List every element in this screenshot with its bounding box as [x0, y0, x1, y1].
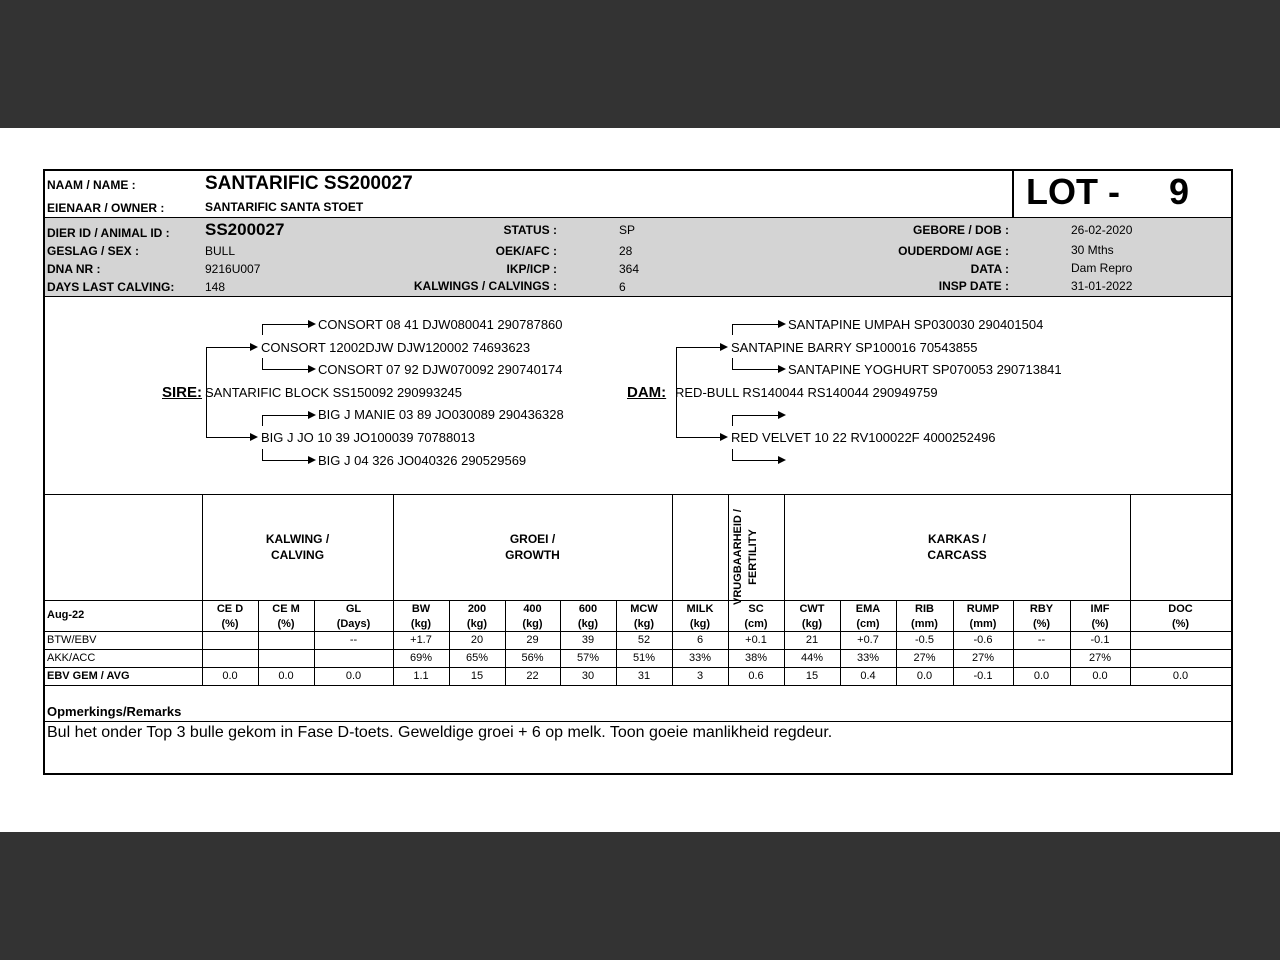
arrow-icon	[308, 456, 316, 464]
animal-id-value: SS200027	[205, 220, 285, 239]
dam-sire-sire: SANTAPINE UMPAH SP030030 290401504	[788, 317, 1044, 332]
afc-value: 28	[619, 244, 633, 258]
table-cell: 69%	[409, 652, 433, 664]
arrow-icon	[778, 411, 786, 419]
group-growth: GROEI / GROWTH	[505, 532, 560, 562]
status-value: SP	[619, 223, 636, 237]
column-header: MILK (kg)	[686, 603, 714, 630]
group-calving: KALWING / CALVING	[265, 532, 330, 562]
column-header: RIB (mm)	[911, 603, 938, 630]
dob-label: GEBORE / DOB :	[912, 223, 1009, 237]
sex-label: GESLAG / SEX :	[47, 244, 140, 258]
table-cell: 33%	[856, 652, 880, 664]
column-header: DOC (%)	[1168, 603, 1193, 630]
table-cell: +0.7	[857, 634, 879, 646]
table-cell: --	[349, 634, 358, 646]
table-cell: 3	[696, 670, 704, 682]
dam-sire-dam: SANTAPINE YOGHURT SP070053 290713841	[788, 362, 1062, 377]
arrow-icon	[720, 343, 728, 351]
sire-label: SIRE:	[162, 384, 203, 401]
arrow-icon	[720, 433, 728, 441]
table-cell: 65%	[465, 652, 489, 664]
arrow-icon	[778, 320, 786, 328]
table-cell: 1.1	[413, 670, 429, 682]
details-band	[45, 217, 1231, 297]
lot-number: 9	[1169, 171, 1190, 212]
sire-dam: BIG J JO 10 39 JO100039 70788013	[261, 430, 475, 445]
arrow-icon	[308, 320, 316, 328]
table-cell: --	[1037, 634, 1046, 646]
column-header: CE D (%)	[216, 603, 244, 630]
arrow-icon	[778, 365, 786, 373]
lot-card	[43, 169, 1233, 775]
table-cell: 0.0	[222, 670, 238, 682]
row-label: AKK/ACC	[47, 652, 96, 664]
table-cell: -0.6	[973, 634, 993, 646]
remarks-label: Opmerkings/Remarks	[47, 704, 182, 719]
column-header: EMA (cm)	[855, 603, 881, 630]
owner-name: SANTARIFIC SANTA STOET	[205, 200, 364, 214]
status-label: STATUS :	[503, 223, 557, 237]
insp-label: INSP DATE :	[938, 279, 1009, 293]
column-header: RBY (%)	[1029, 603, 1054, 630]
days-calving-label: DAYS LAST CALVING:	[47, 280, 175, 294]
table-cell: 57%	[576, 652, 600, 664]
column-header: 600 (kg)	[577, 603, 599, 630]
age-value: 30 Mths	[1071, 243, 1114, 257]
table-cell: 0.0	[278, 670, 294, 682]
table-cell: 39	[581, 634, 595, 646]
table-cell: +0.1	[745, 634, 767, 646]
table-cell: 38%	[744, 652, 768, 664]
period-label: Aug-22	[47, 609, 85, 621]
column-header: MCW (kg)	[630, 603, 658, 630]
table-cell: 29	[526, 634, 539, 646]
table-cell: 21	[805, 634, 819, 646]
column-header: IMF (%)	[1090, 603, 1110, 630]
data-label: DATA :	[970, 262, 1009, 276]
table-cell: 0.6	[748, 670, 764, 682]
icp-label: IKP/ICP :	[506, 262, 557, 276]
column-header: GL (Days)	[336, 603, 371, 630]
table-cell: 31	[637, 670, 651, 682]
table-cell: 0.0	[1172, 670, 1189, 682]
sire-sire: CONSORT 12002DJW DJW120002 74693623	[261, 340, 531, 355]
data-value: Dam Repro	[1071, 261, 1133, 275]
group-fertility: VRUGBAARHEID / FERTILITY	[732, 509, 759, 605]
table-cell: 33%	[688, 652, 712, 664]
column-header: CWT (kg)	[799, 603, 825, 630]
dna-label: DNA NR :	[47, 262, 101, 276]
table-cell: 52	[637, 634, 651, 646]
table-cell: 27%	[971, 652, 995, 664]
days-calving-value: 148	[205, 280, 226, 294]
owner-label: EIENAAR / OWNER :	[47, 201, 165, 215]
table-cell: 0.0	[916, 670, 933, 682]
table-cell: -0.5	[915, 634, 934, 646]
sire-dam-dam: BIG J 04 326 JO040326 290529569	[318, 453, 527, 468]
animal-name: SANTARIFIC SS200027	[205, 173, 413, 194]
dam-name: RED-BULL RS140044 RS140044 290949759	[675, 385, 938, 400]
arrow-icon	[250, 343, 258, 351]
table-cell: 27%	[913, 652, 936, 664]
column-header: 400 (kg)	[522, 603, 543, 630]
arrow-icon	[250, 433, 258, 441]
table-cell: 0.0	[1033, 670, 1050, 682]
animal-id-label: DIER ID / ANIMAL ID :	[47, 226, 170, 240]
arrow-icon	[778, 456, 786, 464]
age-label: OUDERDOM/ AGE :	[898, 244, 1009, 258]
table-cell: 56%	[521, 652, 544, 664]
table-cell: -0.1	[1090, 634, 1110, 646]
dna-value: 9216U007	[205, 262, 261, 276]
table-cell: 22	[526, 670, 539, 682]
sire-sire-sire: CONSORT 08 41 DJW080041 290787860	[318, 317, 563, 332]
name-label: NAAM / NAME :	[47, 178, 136, 192]
dam-dam: RED VELVET 10 22 RV100022F 4000252496	[731, 430, 996, 445]
table-cell: 20	[470, 634, 484, 646]
divider	[45, 494, 1231, 495]
dam-sire: SANTAPINE BARRY SP100016 70543855	[731, 340, 978, 355]
dam-label: DAM:	[627, 384, 667, 401]
arrow-icon	[308, 365, 316, 373]
row-label: EBV GEM / AVG	[47, 670, 130, 682]
table-cell: 15	[470, 670, 484, 682]
calvings-value: 6	[619, 280, 626, 294]
table-cell: +1.7	[410, 634, 432, 646]
lot-box	[1012, 171, 1233, 217]
column-header: 200 (kg)	[466, 603, 488, 630]
column-header: SC (cm)	[744, 603, 768, 630]
table-cell: 15	[805, 670, 819, 682]
table-cell: 44%	[800, 652, 824, 664]
remarks-text: Bul het onder Top 3 bulle gekom in Fase D-toets. Geweldige groei + 6 op melk. Toon goeie manlikheid regdeur.	[47, 724, 833, 741]
group-carcass: KARKAS / CARCASS	[927, 532, 987, 562]
table-cell: 0.4	[860, 670, 876, 682]
table-cell: 0.0	[345, 670, 362, 682]
sex-value: BULL	[205, 244, 236, 258]
insp-value: 31-01-2022	[1071, 279, 1133, 293]
table-cell: 6	[696, 634, 704, 646]
table-cell: -0.1	[973, 670, 993, 682]
calvings-label: KALWINGS / CALVINGS :	[413, 279, 557, 293]
table-cell: 51%	[632, 652, 656, 664]
table-cell: 30	[581, 670, 595, 682]
column-header: BW (kg)	[410, 603, 432, 630]
column-header: CE M (%)	[272, 603, 300, 630]
table-cell: 0.0	[1092, 670, 1108, 682]
icp-value: 364	[619, 262, 640, 276]
row-label: BTW/EBV	[47, 634, 97, 646]
lot-label: LOT -	[1026, 171, 1120, 212]
sire-name: SANTARIFIC BLOCK SS150092 290993245	[205, 385, 463, 400]
column-header: RUMP (mm)	[966, 603, 1000, 630]
table-cell: 27%	[1088, 652, 1112, 664]
dob-value: 26-02-2020	[1071, 223, 1133, 237]
sire-dam-sire: BIG J MANIE 03 89 JO030089 290436328	[318, 407, 564, 422]
sire-sire-dam: CONSORT 07 92 DJW070092 290740174	[318, 362, 563, 377]
arrow-icon	[308, 411, 316, 419]
afc-label: OEK/AFC :	[495, 244, 557, 258]
